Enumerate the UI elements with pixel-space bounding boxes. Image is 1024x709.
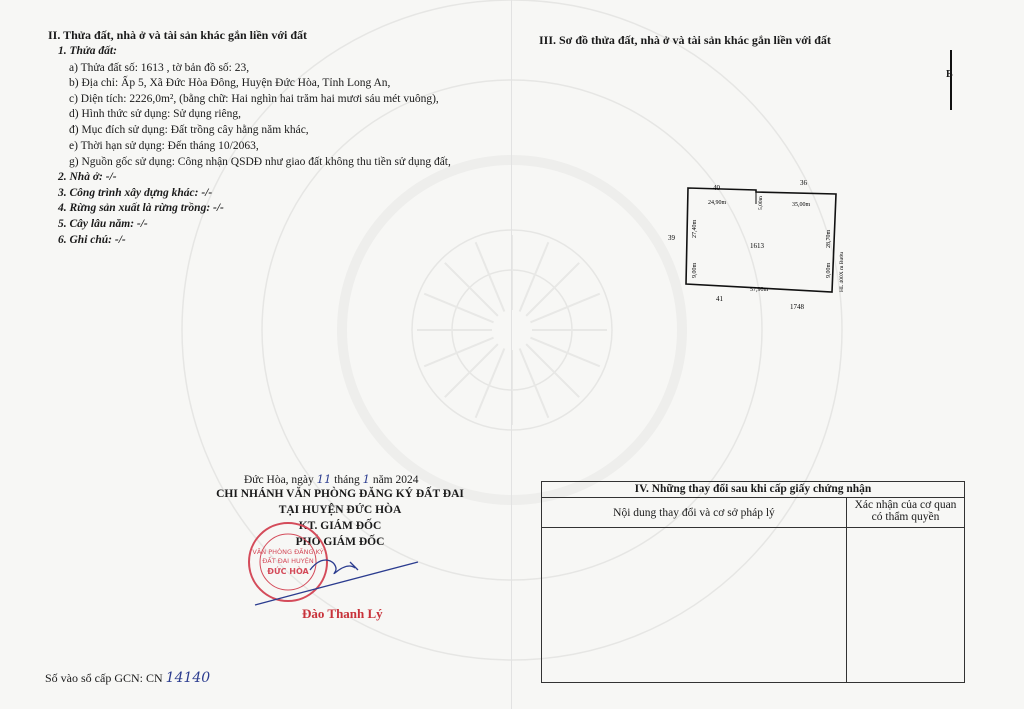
edge-notch: 5,00m (758, 196, 764, 210)
parcel-item-c: c) Diện tích: 2226,0m², (bằng chữ: Hai nghìn hai trăm hai mươi sáu mét vuông), (69, 93, 439, 105)
edge-bottom: 57,90m (750, 287, 769, 293)
edge-left-lower: 9,00m (692, 262, 698, 278)
registry-number: 14140 (165, 670, 211, 686)
parcel-item-g: g) Nguồn gốc sử dụng: Công nhận QSDĐ như giao đất không thu tiền sử dụng đất, (69, 156, 451, 168)
signer-name: Đào Thanh Lý (302, 606, 383, 621)
parcel-item-dd: đ) Mục đích sử dụng: Đất trồng cây hằng năm khác, (69, 124, 309, 136)
svg-text:ĐẤT ĐAI HUYỆN: ĐẤT ĐAI HUYỆN (262, 557, 314, 565)
sign-date: Đức Hòa, ngày 11 tháng 1 năm 2024 (244, 472, 419, 486)
parcel-item-1: 1. Thửa đất: (58, 45, 117, 57)
drum-ray (445, 344, 498, 397)
registry-line: Số vào sổ cấp GCN: CN 14140 (45, 670, 211, 686)
neighbor-top-right: 36 (800, 179, 807, 187)
deputy-director: PHÓ GIÁM ĐỐC (295, 536, 385, 548)
parcel-item-3: 3. Công trình xây dựng khác: -/- (58, 187, 213, 199)
edge-top-b: 35,00m (792, 202, 811, 208)
parcel-item-5: 5. Cây lâu năm: -/- (58, 218, 148, 230)
sign-month: 1 (362, 472, 370, 486)
signature (250, 540, 420, 610)
fold-line (511, 0, 512, 709)
svg-text:ĐỨC HÒA: ĐỨC HÒA (267, 567, 309, 576)
drum-ray (424, 294, 493, 323)
neighbor-bottom-right: 1748 (790, 303, 804, 311)
parcel-item-e: e) Thời hạn sử dụng: Đến tháng 10/2063, (69, 140, 259, 152)
parcel-item-6: 6. Ghi chú: -/- (58, 234, 126, 246)
edge-top-a: 24,90m (708, 200, 727, 206)
col-content-header: Nội dung thay đổi và cơ sở pháp lý (542, 498, 847, 528)
edge-right-lower: 9,00m (826, 262, 832, 278)
drum-ray (476, 348, 505, 417)
edge-left-upper: 27,40m (692, 219, 698, 238)
parcel-item-b: b) Địa chỉ: Ấp 5, Xã Đức Hòa Đông, Huyện Đức Hòa, Tỉnh Long An, (69, 77, 391, 89)
drum-ray (520, 348, 549, 417)
road-label: HL 400X m Bướu (839, 251, 845, 292)
parcel-number: 1613 (750, 242, 764, 250)
parcel-diagram (660, 170, 880, 320)
changes-title: IV. Những thay đổi sau khi cấp giấy chứng nhận (542, 482, 965, 498)
drum-ray (530, 338, 599, 367)
parcel-item-d: d) Hình thức sử dụng: Sử dụng riêng, (69, 108, 242, 120)
svg-text:VĂN PHÒNG ĐĂNG KÝ: VĂN PHÒNG ĐĂNG KÝ (252, 548, 324, 556)
neighbor-left: 39 (668, 234, 675, 242)
edge-right-upper: 28,70m (826, 229, 832, 248)
parcel-item-4: 4. Rừng sản xuất là rừng trồng: -/- (58, 202, 224, 214)
confirm-cell (847, 528, 965, 683)
drum-ray (526, 263, 579, 316)
agency-line-2: TẠI HUYỆN ĐỨC HÒA (278, 504, 402, 516)
section-iii-title: III. Sơ đồ thửa đất, nhà ở và tài sản khác gắn liền với đất (539, 33, 831, 47)
agency-line-1: CHI NHÁNH VĂN PHÒNG ĐĂNG KÝ ĐẤT ĐAI (216, 488, 464, 500)
drum-ray (526, 344, 579, 397)
kt-director: KT. GIÁM ĐỐC (298, 520, 382, 532)
neighbor-top-left: 40 (713, 184, 720, 192)
parcel-item-a: a) Thửa đất số: 1613 , tờ bản đồ số: 23, (69, 62, 250, 74)
col-confirm-header: Xác nhận của cơ quan có thẩm quyền (847, 498, 965, 528)
section-ii-title: II. Thửa đất, nhà ở và tài sản khác gắn liền với đất (48, 28, 308, 42)
north-label: B (946, 69, 953, 80)
sign-day: 11 (316, 472, 332, 486)
drum-ray (520, 242, 549, 311)
drum-ray (424, 338, 493, 367)
drum-ray (530, 294, 599, 323)
neighbor-bottom-left: 41 (716, 295, 723, 303)
drum-ray (445, 263, 498, 316)
content-cell (542, 528, 847, 683)
changes-table (541, 481, 965, 683)
parcel-item-2: 2. Nhà ở: -/- (58, 171, 117, 183)
drum-ray (476, 242, 505, 311)
